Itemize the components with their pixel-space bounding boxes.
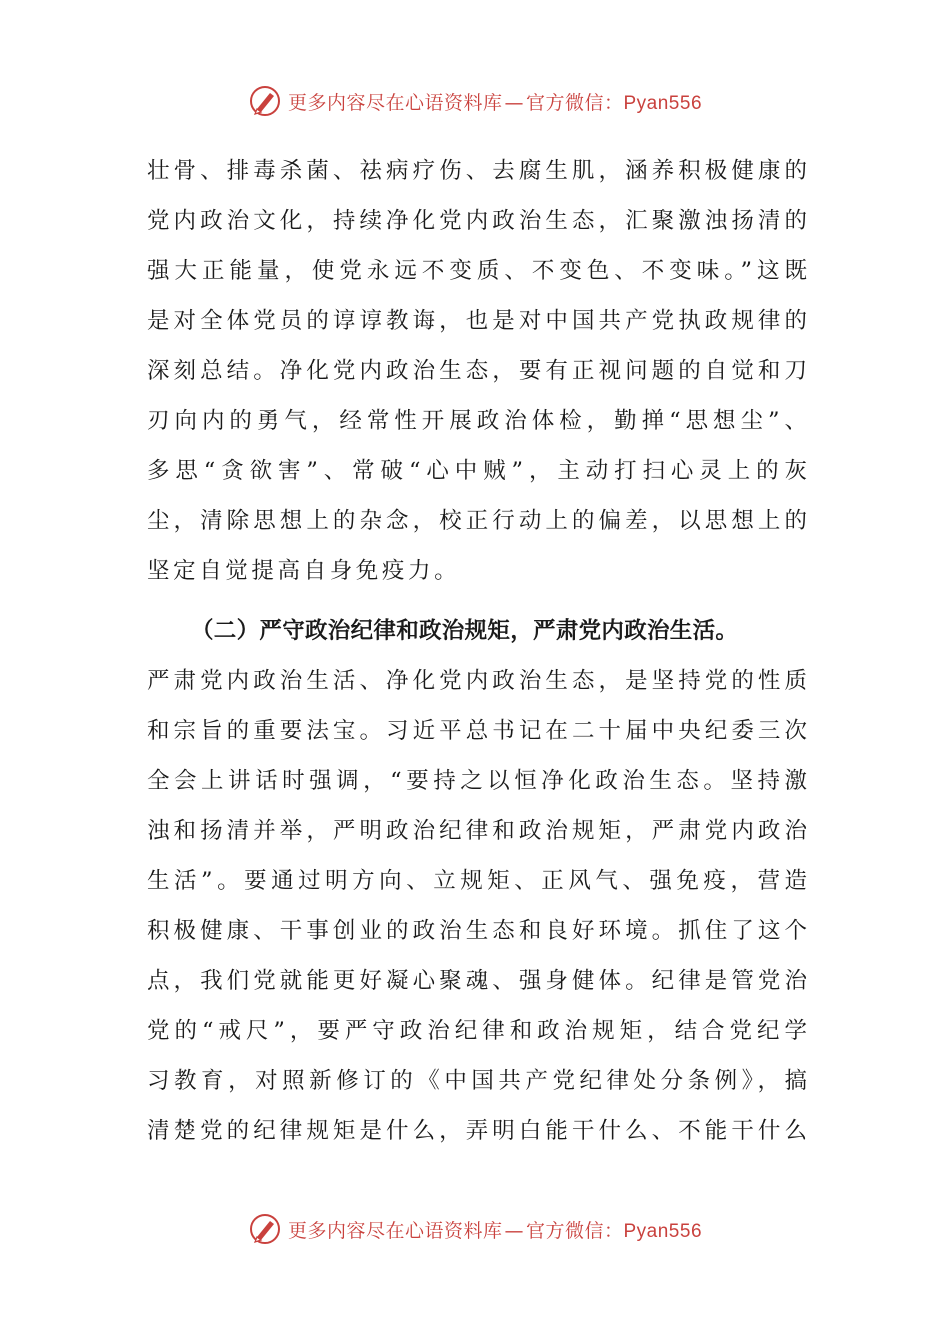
text-line: 全会上讲话时强调，“要持之以恒净化政治生态。坚持激 [147,768,807,794]
watermark-text: 更多内容尽在心语资料库 — 官方微信：Pyan556 [287,91,703,114]
text-line: 和宗旨的重要法宝。习近平总书记在二十届中央纪委三次 [147,718,807,744]
text-line: 深刻总结。净化党内政治生态，要有正视问题的自觉和刀 [147,358,807,384]
text-line: 多思“贪欲害”、常破“心中贼”，主动打扫心灵上的灰 [147,458,807,484]
text-line: 习教育，对照新修订的《中国共产党纪律处分条例》，搞 [147,1068,807,1094]
text-line: 是对全体党员的谆谆教诲，也是对中国共产党执政规律的 [147,308,807,334]
text-line: 生活”。要通过明方向、立规矩、正风气、强免疫，营造 [147,868,807,894]
document-body [147,146,807,1156]
text-line: 浊和扬清并举，严明政治纪律和政治规矩，严肃党内政治 [147,818,807,844]
paragraph-2 [147,656,807,1156]
text-line: 点，我们党就能更好凝心聚魂、强身健体。纪律是管党治 [147,968,807,994]
pen-logo-icon [248,84,282,118]
text-line: 尘，清除思想上的杂念，校正行动上的偏差，以思想上的 [147,508,807,534]
text-line: 刃向内的勇气，经常性开展政治体检，勤掸“思想尘”、 [147,408,807,434]
text-line: 党的“戒尺”，要严守政治纪律和政治规矩，结合党纪学 [147,1018,807,1044]
text-line: 积极健康、干事创业的政治生态和良好环境。抓住了这个 [147,918,807,944]
text-line: 强大正能量，使党永远不变质、不变色、不变味。”这既 [147,258,807,284]
text-line: 党内政治文化，持续净化党内政治生态，汇聚激浊扬清的 [147,208,807,234]
footer-watermark [0,1212,950,1246]
section-heading: （二）严守政治纪律和政治规矩，严肃党内政治生活。 [191,618,739,644]
header-watermark [0,84,950,118]
text-line: 壮骨、排毒杀菌、祛病疗伤、去腐生肌，涵养积极健康的 [147,158,807,184]
pen-logo-icon [248,1212,282,1246]
text-line: 清楚党的纪律规矩是什么，弄明白能干什么、不能干什么 [147,1118,807,1144]
text-line: 严肃党内政治生活、净化党内政治生态，是坚持党的性质 [147,668,807,694]
paragraph-1 [147,146,807,596]
watermark-text: 更多内容尽在心语资料库 — 官方微信：Pyan556 [287,1219,703,1242]
text-line: 坚定自觉提高自身免疫力。 [147,558,461,584]
